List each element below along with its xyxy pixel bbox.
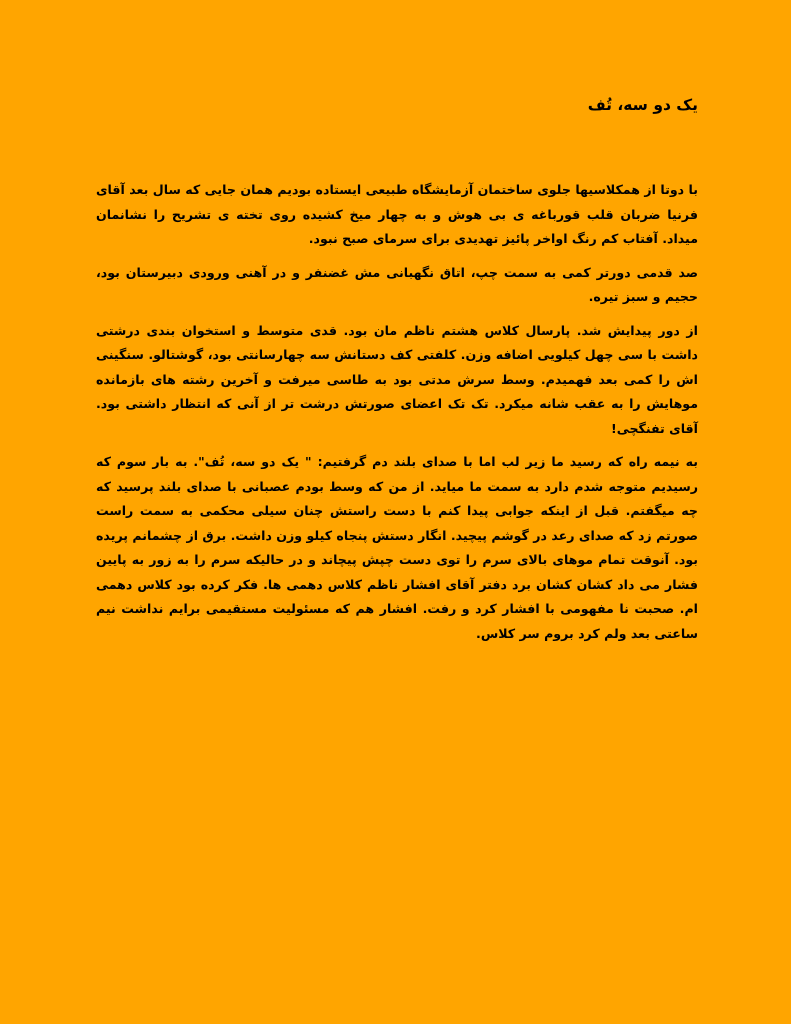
paragraph-4: به نیمه راه که رسید ما زیر لب اما با صدای بلند دم گرفتیم: " یک دو سه، تُف". به بار سوم که رسیدیم متوجه شدم دارد به سمت ما میاید. از من که وسط بودم عصبانی با صدای بلند پرسید که چه میگفتم. قبل از اینکه جوابی پیدا کنم با دست راستش چنان سیلی محکمی به سمت راست صورتم زد که صدای رعد در گوشم پیچید. انگار دستش پنجاه کیلو وزن داشت. برق از چشمانم پریده بود. آنوقت تمام موهای بالای سرم را توی دست چپش پیچاند و در حالیکه سرم را به زور به پایین فشار می داد کشان کشان برد دفتر آقای افشار ناظم کلاس دهمی ها. فکر کرده بود کلاس دهمی ام. صحبت نا مفهومی با افشار کرد و رفت. افشار هم که مسئولیت مستقیمی برایم نداشت نیم ساعتی بعد ولم کرد بروم سر کلاس.: [96, 454, 698, 641]
paragraph-1: با دوتا از همکلاسیها جلوی ساختمان آزمایشگاه طبیعی ایستاده بودیم همان جایی که سال بعد آقای فرنیا ضربان قلب قورباغه ی بی هوش و به چهار میخ کشیده روی تخته ی تشریح را نشانمان میداد. آفتاب کم رنگ اواخر پائیز تهدیدی برای سرمای صبح نبود.: [96, 182, 698, 246]
paragraph-2: صد قدمی دورتر کمی به سمت چپ، اتاق نگهبانی مش غضنفر و در آهنی ورودی دبیرستان بود، حجیم و سبز تیره.: [96, 264, 698, 304]
paragraph-3: از دور پیدایش شد. پارسال کلاس هشتم ناظم مان بود. قدی متوسط و استخوان بندی درشتی داشت با سی چهل کیلویی اضافه وزن. کلفتی کف دستانش سه چهارسانتی بود، گوشتالو. سنگینی اش را کمی بعد فهمیدم. وسط سرش مدتی بود به طاسی میرفت و آخرین رشته های بازمانده موهایش را به عقب شانه میکرد. تک تک اعضای صورتش درشت تر از آنی که انتظار داشتی بود. آقای تفنگچی!: [96, 322, 698, 436]
document-body: [96, 92, 698, 655]
story-title: یک دو سه، تُف: [587, 96, 698, 114]
